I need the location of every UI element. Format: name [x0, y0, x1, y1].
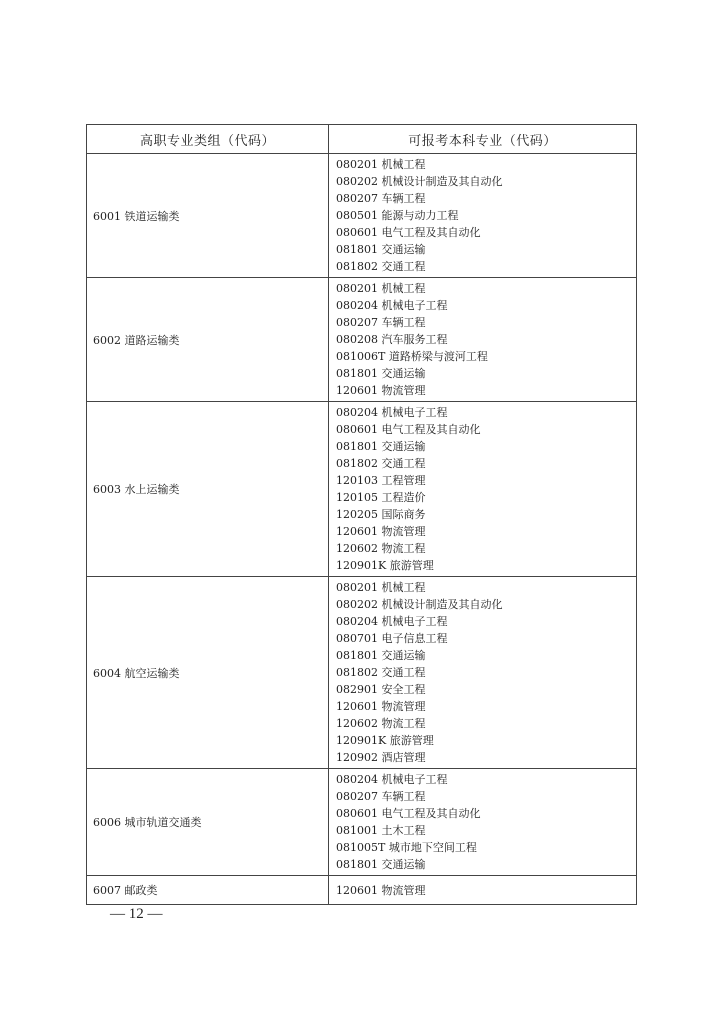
major-item: 080201 机械工程 [336, 158, 426, 171]
major-item: 081005T 城市地下空间工程 [336, 841, 477, 854]
vocational-group-cell: 6002 道路运输类 [87, 278, 329, 402]
table-row [87, 577, 637, 769]
major-item: 080207 车辆工程 [336, 790, 426, 803]
major-item: 080201 机械工程 [336, 282, 426, 295]
vocational-group-cell: 6003 水上运输类 [87, 402, 329, 577]
majors-table [86, 124, 637, 905]
eligible-majors-cell [329, 769, 637, 876]
major-item: 080601 电气工程及其自动化 [336, 807, 481, 820]
major-item: 080202 机械设计制造及其自动化 [336, 598, 503, 611]
table-row [87, 769, 637, 876]
major-item: 120602 物流工程 [336, 542, 426, 555]
table-row [87, 154, 637, 278]
major-item: 081802 交通工程 [336, 457, 426, 470]
major-item: 080204 机械电子工程 [336, 406, 448, 419]
eligible-majors-cell [329, 876, 637, 905]
major-item: 081801 交通运输 [336, 243, 426, 256]
major-item: 082901 安全工程 [336, 683, 426, 696]
major-item: 080208 汽车服务工程 [336, 333, 448, 346]
major-item: 120601 物流管理 [336, 525, 426, 538]
major-item: 080701 电子信息工程 [336, 632, 448, 645]
major-item: 081006T 道路桥梁与渡河工程 [336, 350, 488, 363]
major-item: 120103 工程管理 [336, 474, 426, 487]
major-item: 120601 物流管理 [336, 384, 426, 397]
major-item: 081801 交通运输 [336, 858, 426, 871]
eligible-majors-cell [329, 577, 637, 769]
major-item: 080207 车辆工程 [336, 316, 426, 329]
vocational-group-cell: 6001 铁道运输类 [87, 154, 329, 278]
page-number: — 12 — [110, 906, 163, 922]
vocational-group-cell: 6007 邮政类 [87, 876, 329, 905]
eligible-majors-cell [329, 154, 637, 278]
eligible-majors-cell [329, 402, 637, 577]
major-item: 080204 机械电子工程 [336, 615, 448, 628]
major-item: 081802 交通工程 [336, 260, 426, 273]
major-item: 120602 物流工程 [336, 717, 426, 730]
major-item: 080204 机械电子工程 [336, 299, 448, 312]
header-vocational-group: 高职专业类组（代码） [87, 125, 329, 154]
major-item: 081802 交通工程 [336, 666, 426, 679]
major-item: 120901K 旅游管理 [336, 734, 434, 747]
table-row [87, 402, 637, 577]
major-item: 081801 交通运输 [336, 649, 426, 662]
vocational-group-cell: 6006 城市轨道交通类 [87, 769, 329, 876]
major-item: 081801 交通运输 [336, 367, 426, 380]
header-undergraduate-majors: 可报考本科专业（代码） [329, 125, 637, 154]
major-item: 120205 国际商务 [336, 508, 426, 521]
table-header-row [87, 125, 637, 154]
table-row [87, 278, 637, 402]
eligible-majors-cell [329, 278, 637, 402]
major-item: 081801 交通运输 [336, 440, 426, 453]
major-item: 080204 机械电子工程 [336, 773, 448, 786]
major-item: 080207 车辆工程 [336, 192, 426, 205]
major-item: 120105 工程造价 [336, 491, 426, 504]
major-item: 120901K 旅游管理 [336, 559, 434, 572]
major-item: 120902 酒店管理 [336, 751, 426, 764]
major-item: 080601 电气工程及其自动化 [336, 423, 481, 436]
vocational-group-cell: 6004 航空运输类 [87, 577, 329, 769]
major-item: 081001 土木工程 [336, 824, 426, 837]
major-item: 080202 机械设计制造及其自动化 [336, 175, 503, 188]
major-item: 080501 能源与动力工程 [336, 209, 459, 222]
major-item: 120601 物流管理 [336, 883, 426, 897]
table-row [87, 876, 637, 905]
table-body [87, 154, 637, 905]
major-item: 080601 电气工程及其自动化 [336, 226, 481, 239]
major-item: 080201 机械工程 [336, 581, 426, 594]
major-item: 120601 物流管理 [336, 700, 426, 713]
